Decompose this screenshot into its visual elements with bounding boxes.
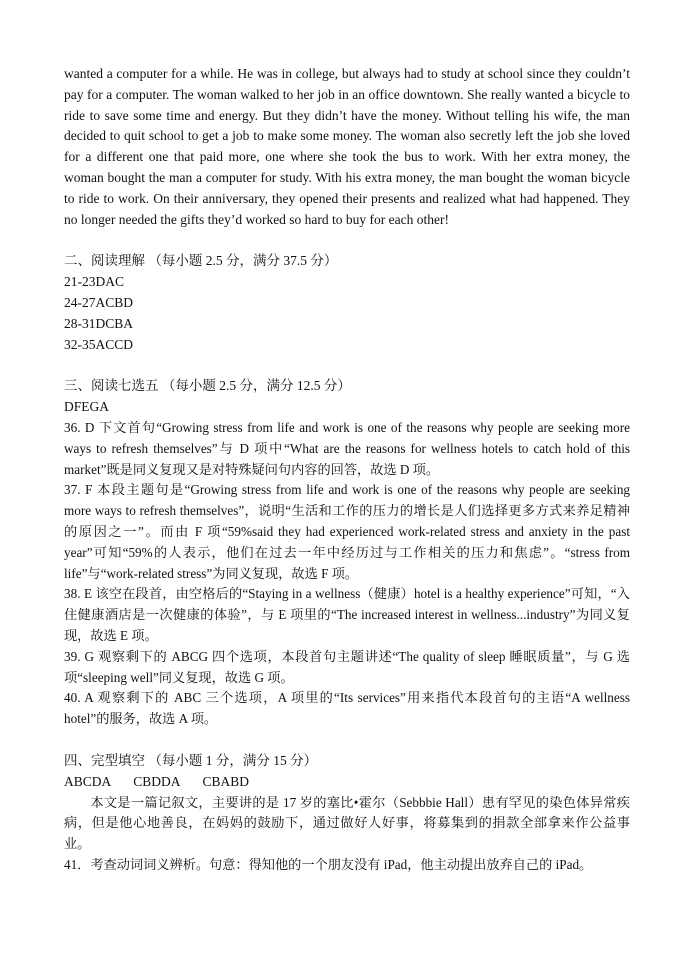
explanation-40: 40. A 观察剩下的 ABC 三个选项，A 项里的“Its services”用来指代本段首句的主语“A wellness hotel”的服务，故选 A 项。: [64, 690, 630, 727]
answer-group: CBABD: [202, 773, 250, 789]
document-page: [64, 64, 630, 876]
explanation-37: 37. F 本段主题句是“Growing stress from life and work is one of the reasons why people are seeking more ways to refresh themselves”，说明“生活和工作的压力的增长是人们选择更多方式来养足精神的原因之一”。而由 F 项“59%said they had experienced work-related stress and anxiety in the past year”可知“59%的人表示，他们在过去一年中经历过与工作相关的压力和焦虑”。“stress from life”与“work-related stress”为同义复现，故选 F 项。: [64, 482, 630, 581]
answer-group: ABCDA: [64, 773, 112, 789]
answer-28-31: 28-31DCBA: [64, 315, 134, 331]
answer-21-23: 21-23DAC: [64, 274, 124, 290]
section2-heading: 二、阅读理解 （每小题 2.5 分，满分 37.5 分）: [64, 253, 338, 269]
explanation-41: 41．考查动词词义辨析。句意：得知他的一个朋友没有 iPad，他主动提出放弃自己的 iPad。: [64, 856, 593, 872]
story-passage: wanted a computer for a while. He was in college, but always had to study at school since they couldn’t pay for a computer. The woman walked to her job in an office downtown. She really wanted a bicycle to ride to save some time and energy. But they didn’t have the money. Without telling his wife, the man decided to quit school to get a job to make some money. The woman also secretly left the job she loved for a different one that paid more, one where she took the bus to work. With her extra money, the woman bought the man a computer for study. With his extra money, the man bought the woman bicycle to ride to work. On their anniversary, they opened their presents and realized what had happened. They no longer needed the gifts they’d worked so hard to buy for each other!: [64, 66, 630, 227]
section4-intro: 本文是一篇记叙文，主要讲的是 17 岁的塞比•霍尔（Sebbbie Hall）患有罕见的染色体异常疾病，但是他心地善良，在妈妈的鼓励下，通过做好人好事，将募集到的捐款全部拿来作公益事业。: [64, 794, 630, 852]
explanation-39: 39. G 观察剩下的 ABCG 四个选项，本段首句主题讲述“The quality of sleep 睡眠质量”，与 G 选项“sleeping well”同义复现，故选 G 项。: [64, 648, 630, 685]
section4-answers: [64, 772, 630, 793]
answer-32-35: 32-35ACCD: [64, 336, 134, 352]
explanation-38: 38. E 该空在段首，由空格后的“Staying in a wellness（健康）hotel is a healthy experience”可知，“入住健康酒店是一次健康的体验”，与 E 项里的“The increased interest in wellness...industry”为同义复现，故选 E 项。: [64, 586, 630, 643]
answer-24-27: 24-27ACBD: [64, 294, 134, 310]
answer-group: CBDDA: [133, 773, 181, 789]
explanation-36: 36. D 下文首句“Growing stress from life and work is one of the reasons why people are seeking more ways to refresh themselves”与 D 项中“What are the reasons for wellness hotels to catch hold of this market”既是同义复现又是对特殊疑问句内容的回答，故选 D 项。: [64, 419, 630, 477]
section3-answers: DFEGA: [64, 399, 110, 415]
section3-heading: 三、阅读七选五 （每小题 2.5 分，满分 12.5 分）: [64, 378, 351, 394]
section4-heading: 四、完型填空 （每小题 1 分，满分 15 分）: [64, 752, 318, 768]
